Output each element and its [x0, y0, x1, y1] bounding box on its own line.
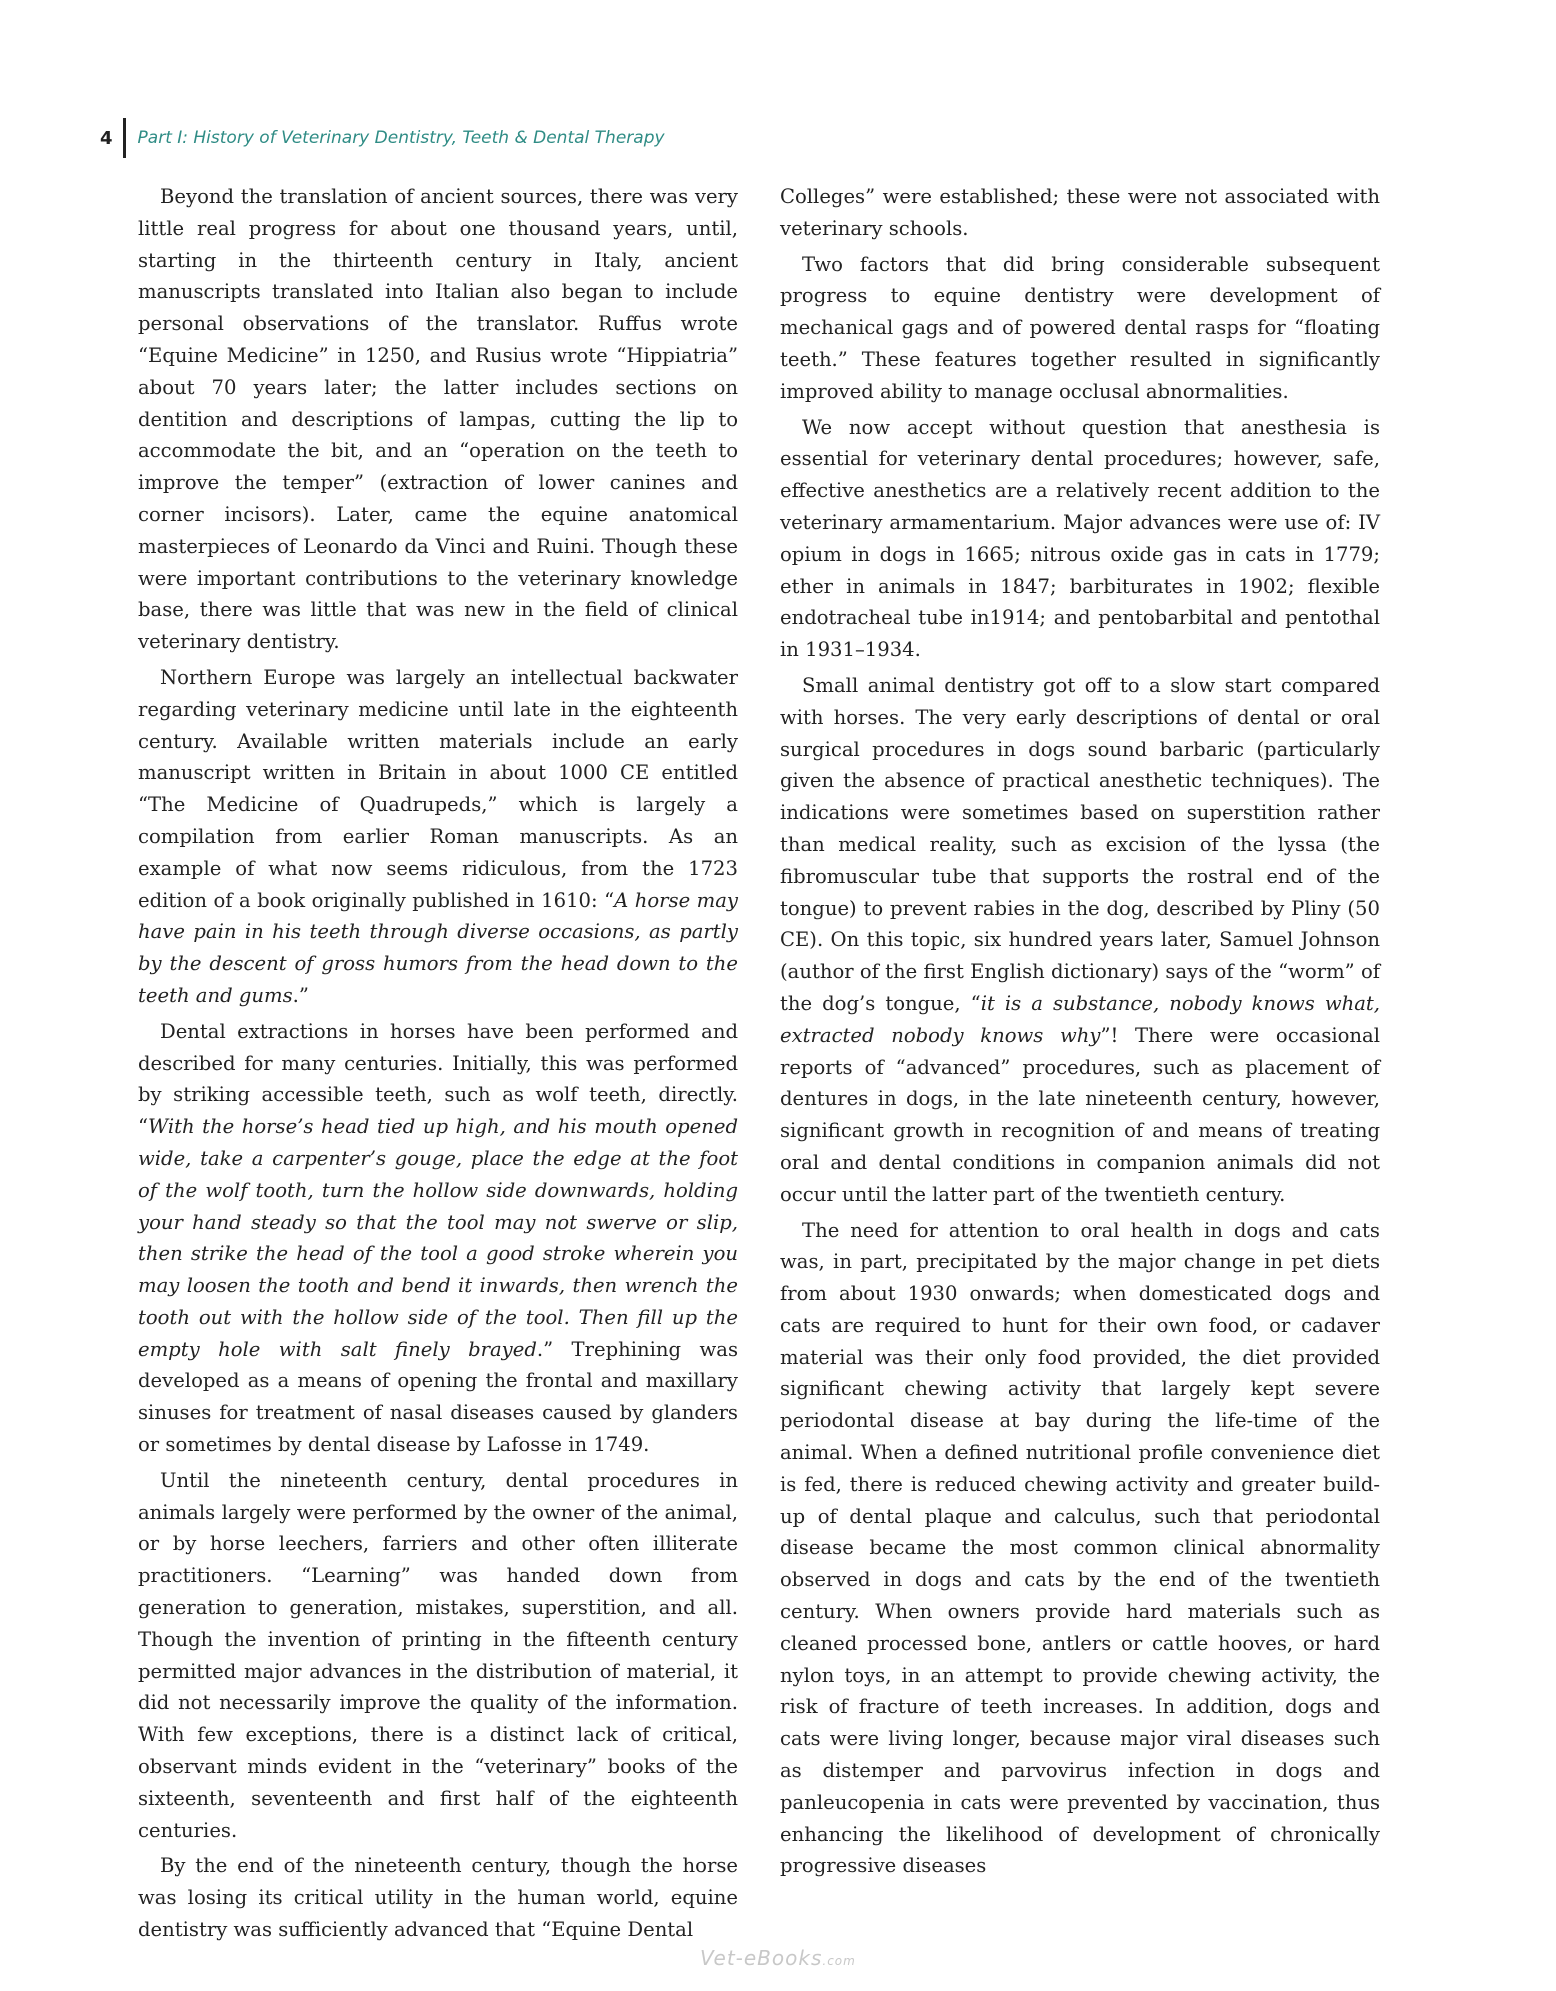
body-paragraph [780, 181, 1380, 245]
paragraph-text: .” [292, 983, 309, 1007]
body-paragraph [780, 1215, 1380, 1883]
paragraph-text: .” Trephining was developed as a means of opening the frontal and maxillary sinuses for treatment of nasal diseases caused by glanders or sometimes by dental disease by Lafosse in 1749. [138, 1337, 739, 1457]
italic-quote: it is a substance, nobody knows what, extracted nobody knows why [780, 991, 1380, 1047]
watermark-domain: .com [822, 1954, 856, 1968]
paragraph-text: Northern Europe was largely an intellectual backwater regarding veterinary medicine until late in the eighteenth century. Available written materials include an early manuscript written in Britain in about 1000 CE entitled “The Medicine of Quadrupeds,” which is largely a compilation from earlier Roman manuscripts. As an example of what now seems ridiculous, from the 1723 edition of a book originally published in 1610: “ [138, 665, 738, 912]
body-paragraph [138, 181, 738, 658]
paragraph-text: Small animal dentistry got off to a slow start compared with horses. The very early descriptions of dental or oral surgical procedures in dogs sound barbaric (particularly given the absence of practical anesthetic techniques). The indications were sometimes based on superstition rather than medical reality, such as excision of the lyssa (the fibromuscular tube that supports the rostral end of the tongue) to prevent rabies in the dog, described by Pliny (50 CE). On this topic, six hundred years later, Samuel Johnson (author of the first English dictionary) says of the “worm” of the dog’s tongue, “ [780, 673, 1380, 1015]
paragraph-text: Colleges” were established; these were not associated with veterinary schools. [780, 185, 1380, 240]
paragraph-text: We now accept without question that anesthesia is essential for veterinary dental procedures; however, safe, effective anesthetics are a relatively recent addition to the veterinary armamentarium. Major advances were use of: IV opium in dogs in 1665; nitrous oxide gas in cats in 1779; ether in animals in 1847; barbiturates in 1902; flexible endotracheal tube in1914; and pentobarbital and pentothal in 1931–1934. [780, 415, 1380, 662]
running-header [100, 122, 665, 154]
paragraph-text: Two factors that did bring considerable subsequent progress to equine dentistry were development of mechanical gags and of powered dental rasps for “floating teeth.” These features together resulted in significantly improved ability to manage occlusal abnormalities. [780, 252, 1380, 403]
body-paragraph [138, 662, 738, 1012]
body-paragraph [138, 1016, 738, 1461]
paragraph-text: Until the nineteenth century, dental procedures in animals largely were performed by the owner of the animal, or by horse leechers, farriers and other often illiterate practitioners. “Learning” was handed down from generation to generation, mistakes, superstition, and all. Though the invention of printing in the fifteenth century permitted major advances in the distribution of material, it did not necessarily improve the quality of the information. With few exceptions, there is a distinct lack of critical, observant minds evident in the “veterinary” books of the sixteenth, seventeenth and first half of the eighteenth centuries. [138, 1468, 738, 1842]
paragraph-text: Dental extractions in horses have been performed and described for many centuries. Initially, this was performed by striking accessible teeth, such as wolf teeth, directly. “ [138, 1019, 738, 1139]
body-paragraph [780, 670, 1380, 1211]
body-paragraph [138, 1465, 738, 1847]
paragraph-text: ”! There were occasional reports of “advanced” procedures, such as placement of dentures in dogs, in the late nineteenth century, however, significant growth in recognition of and means of treating oral and dental conditions in companion animals did not occur until the latter part of the twentieth century. [780, 1023, 1381, 1206]
right-column [780, 181, 1380, 1882]
watermark-text: Vet-eBooks [700, 1946, 823, 1970]
body-paragraph [138, 1850, 738, 1945]
paragraph-text: By the end of the nineteenth century, though the horse was losing its critical utility in the human world, equine dentistry was sufficiently advanced that “Equine Dental [138, 1854, 738, 1942]
page-number: 4 [100, 127, 113, 149]
watermark-logo [700, 1946, 856, 1970]
body-paragraph [780, 412, 1380, 666]
body-paragraph [780, 249, 1380, 408]
paragraph-text: The need for attention to oral health in dogs and cats was, in part, precipitated by the major change in pet diets from about 1930 onwards; when domesticated dogs and cats are required to hunt for their own food, or cadaver material was their only food provided, the diet provided significant chewing activity that largely kept severe periodontal disease at bay during the life-time of the animal. When a defined nutritional profile convenience diet is fed, there is reduced chewing activity and greater build-up of dental plaque and calculus, such that periodontal disease became the most common clinical abnormality observed in dogs and cats by the end of the twentieth century. When owners provide hard materials such as cleaned processed bone, antlers or cattle hooves, or hard nylon toys, in an attempt to provide chewing activity, the risk of fracture of teeth increases. In addition, dogs and cats were living longer, because major viral diseases such as distemper and parvovirus infection in dogs and panleucopenia in cats were prevented by vaccination, thus enhancing the likelihood of development of chronically progressive diseases [780, 1218, 1380, 1878]
paragraph-text: Beyond the translation of ancient sources, there was very little real progress for about one thousand years, until, starting in the thirteenth century in Italy, ancient manuscripts translated into Italian also began to include personal observations of the translator. Ruffus wrote “Equine Medicine” in 1250, and Rusius wrote “Hippiatria” about 70 years later; the latter includes sections on dentition and descriptions of lampas, cutting the lip to accommodate the bit, and an “operation on the teeth to improve the temper” (extraction of lower canines and corner incisors). Later, came the equine anatomical masterpieces of Leonardo da Vinci and Ruini. Though these were important contributions to the veterinary knowledge base, there was little that was new in the field of clinical veterinary dentistry. [138, 185, 738, 654]
header-rule [123, 118, 126, 158]
italic-quote: A horse may have pain in his teeth through diverse occasions, as partly by the descent of gross humors from the head down to the teeth and gums [138, 888, 739, 1007]
running-title: Part I: History of Veterinary Dentistry, Teeth & Dental Therapy [137, 128, 665, 148]
italic-quote: With the horse’s head tied up high, and his mouth opened wide, take a carpenter’s gouge, place the edge at the foot of the wolf tooth, turn the hollow side downwards, holding your hand steady so that the tool may not swerve or slip, then strike the head of the tool a good stroke wherein you may loosen the tooth and bend it inwards, then wrench the tooth out with the hollow side of the tool. Then fill up the empty hole with salt finely brayed [138, 1115, 738, 1361]
left-column [138, 181, 738, 1946]
